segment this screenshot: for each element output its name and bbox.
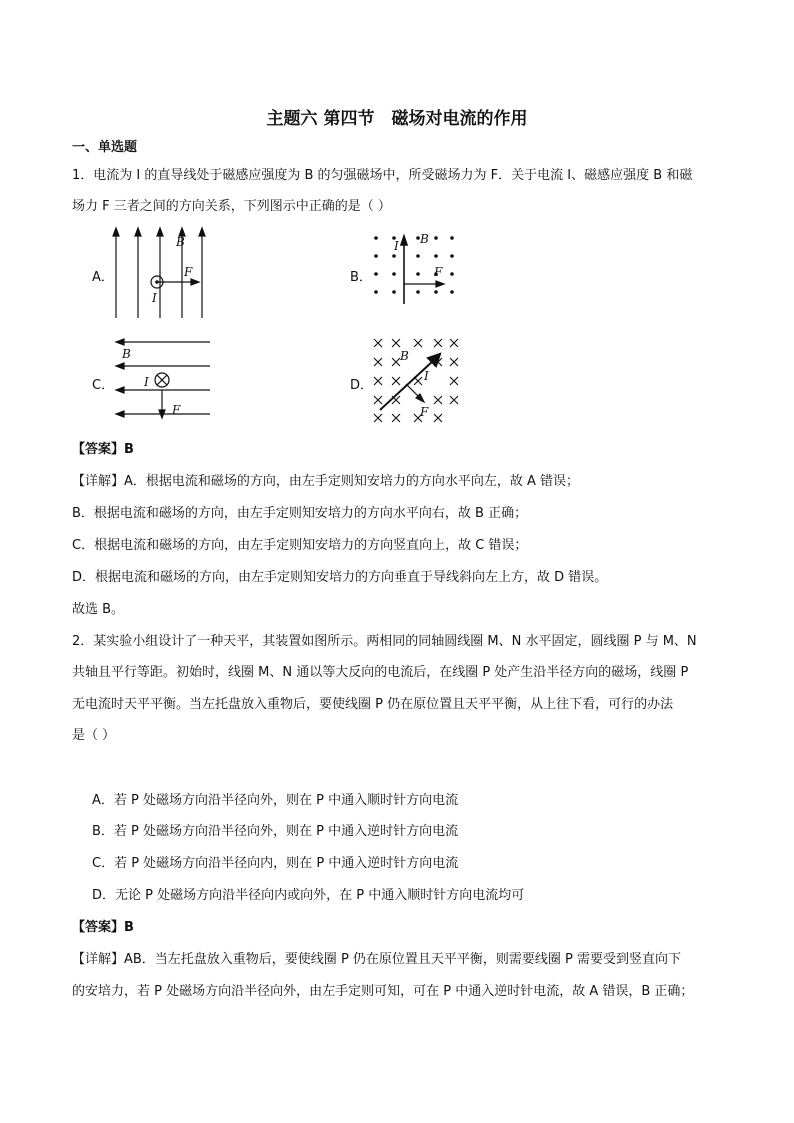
- q2-answer: 【答案】B: [72, 920, 134, 935]
- q1-figure-d: [370, 334, 462, 426]
- q2-option-a: A．若 P 处磁场方向沿半径向外，则在 P 中通入顺时针方向电流: [92, 793, 459, 808]
- q1-detail-line-1: 【详解】A．根据电流和磁场的方向，由左手定则知安培力的方向水平向左，故 A 错误；: [72, 474, 580, 489]
- q1-option-b-label: B．: [350, 270, 372, 285]
- q2-stem-line-1: 2．某实验小组设计了一种天平，其装置如图所示。两相同的同轴圆线圈 M、N 水平固定，圆线圈 P 与 M、N: [72, 634, 697, 649]
- q1-answer: 【答案】B: [72, 442, 134, 457]
- q1c-i-label: I: [144, 375, 149, 389]
- q1-figure-b: [366, 228, 461, 308]
- q1a-i-label: I: [152, 291, 157, 305]
- q1c-b-label: B: [122, 347, 131, 361]
- q1-detail-line-3: C．根据电流和磁场的方向，由左手定则知安培力的方向竖直向上，故 C 错误；: [72, 538, 528, 553]
- q1b-i-label: I: [394, 239, 399, 253]
- section-heading: 一、单选题: [72, 140, 138, 155]
- q1-detail-line-2: B．根据电流和磁场的方向，由左手定则知安培力的方向水平向右，故 B 正确；: [72, 506, 528, 521]
- q1c-f-label: F: [172, 403, 181, 417]
- q1-option-a-label: A．: [92, 270, 114, 285]
- q2-detail-line-1: 【详解】AB．当左托盘放入重物后，要使线圈 P 仍在原位置且天平平衡，则需要线圈 P 需要受到竖直向下: [72, 952, 682, 967]
- q1-option-c-label: C．: [92, 378, 115, 393]
- q2-stem-line-3: 无电流时天平平衡。当左托盘放入重物后，要使线圈 P 仍在原位置且天平平衡，从上往下看，可行的办法: [72, 697, 674, 712]
- q2-detail-line-2: 的安培力，若 P 处磁场方向沿半径向外，由左手定则可知，可在 P 中通入逆时针电流，故 A 错误，B 正确；: [72, 984, 694, 999]
- q1-option-d-label: D．: [350, 378, 374, 393]
- q1-detail-line-4: D．根据电流和磁场的方向，由左手定则知安培力的方向垂直于导线斜向左上方，故 D 错误。: [72, 570, 608, 585]
- q1-stem-line-2: 场力 F 三者之间的方向关系，下列图示中正确的是（ ）: [72, 199, 391, 214]
- q1a-f-label: F: [184, 265, 193, 279]
- q1a-b-label: B: [176, 235, 185, 249]
- q1b-f-label: F: [434, 265, 443, 279]
- q2-stem-line-2: 共轴且平行等距。初始时，线圈 M、N 通以等大反向的电流后，在线圈 P 处产生沿半径方向的磁场，线圈 P: [72, 665, 689, 680]
- q1d-f-label: F: [420, 405, 429, 419]
- q1-figure-a: [100, 226, 220, 321]
- q1d-b-label: B: [400, 349, 409, 363]
- q2-option-b: B．若 P 处磁场方向沿半径向外，则在 P 中通入逆时针方向电流: [92, 824, 459, 839]
- q1-figure-c: [112, 332, 212, 424]
- page-title: 主题六 第四节 磁场对电流的作用: [266, 109, 528, 129]
- q2-stem-line-4: 是（ ）: [72, 728, 116, 743]
- q1d-i-label: I: [424, 369, 429, 383]
- q2-option-d: D．无论 P 处磁场方向沿半径向内或向外，在 P 中通入顺时针方向电流均可: [92, 888, 525, 903]
- q1b-b-label: B: [420, 232, 429, 246]
- q1-detail-line-5: 故选 B。: [72, 602, 125, 617]
- q2-option-c: C．若 P 处磁场方向沿半径向内，则在 P 中通入逆时针方向电流: [92, 856, 459, 871]
- q1-stem-line-1: 1．电流为 I 的直导线处于磁感应强度为 B 的匀强磁场中，所受磁场力为 F．关于电流 I、磁感应强度 B 和磁: [72, 168, 693, 183]
